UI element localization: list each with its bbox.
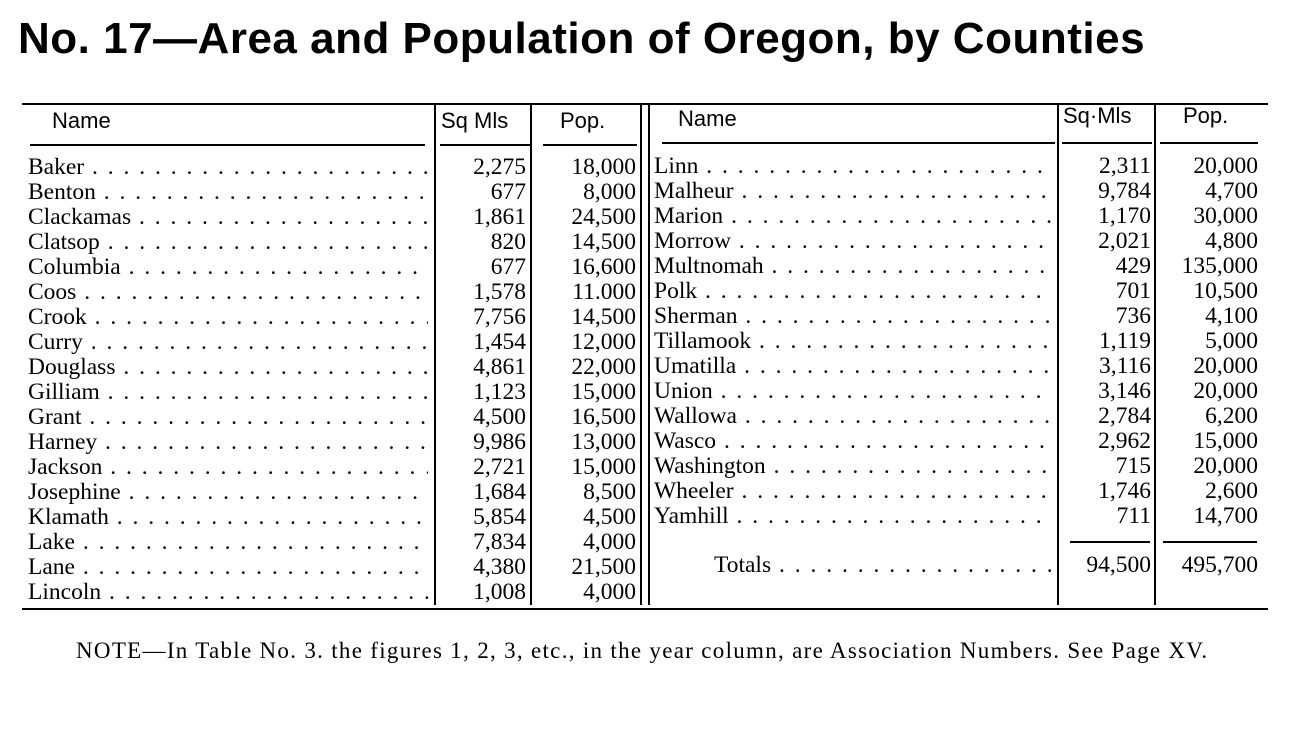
sq-mls-value: 1,454 — [473, 329, 526, 355]
table-row — [654, 154, 1260, 179]
pop-value: 20,000 — [1193, 378, 1258, 404]
table-row — [28, 180, 638, 205]
pop-value: 2,600 — [1205, 478, 1258, 504]
pop-value: 15,000 — [1193, 428, 1258, 454]
pop-value: 4,100 — [1205, 303, 1258, 329]
pop-value: 8,500 — [583, 479, 636, 505]
pop-value: 14,500 — [571, 229, 636, 255]
header-underline-sqmls-left — [440, 144, 530, 146]
sq-mls-value: 820 — [490, 229, 526, 255]
county-name: Baker . . . — [28, 155, 428, 180]
pop-value: 4,800 — [1205, 228, 1258, 254]
totals-label: Totals . . . — [714, 553, 1052, 578]
table-row — [654, 504, 1260, 529]
county-name: Washington . . . — [654, 454, 1052, 479]
table-row — [28, 305, 638, 330]
sq-mls-value: 677 — [490, 254, 526, 280]
county-name: Curry . . . — [28, 330, 428, 355]
sq-mls-value: 9,784 — [1098, 178, 1151, 204]
header-sq-mls: Sq·Mls — [1063, 103, 1132, 128]
pop-value: 20,000 — [1193, 153, 1258, 179]
county-name: Morrow . . . — [654, 229, 1052, 254]
county-name: Benton . . . — [28, 180, 428, 205]
county-name: Clackamas . . . — [28, 205, 428, 230]
table-row — [28, 155, 638, 180]
header-pop: Pop. — [560, 108, 606, 133]
pop-value: 4,500 — [583, 504, 636, 530]
county-name: Yamhill . . . — [654, 504, 1052, 529]
county-name: Lincoln . . . — [28, 580, 428, 605]
county-name: Douglass . . . — [28, 355, 428, 380]
sq-mls-value: 3,116 — [1098, 353, 1151, 379]
sq-mls-value: 2,311 — [1098, 153, 1151, 179]
sq-mls-value: 9,986 — [473, 429, 526, 455]
county-name: Tillamook . . . — [654, 329, 1052, 354]
county-name: Union . . . — [654, 379, 1052, 404]
pop-value: 135,000 — [1181, 253, 1258, 279]
header-name: Name — [678, 106, 737, 131]
county-name: Malheur . . . — [654, 179, 1052, 204]
sq-mls-value: 736 — [1115, 303, 1151, 329]
table-bottom-rule — [22, 608, 1268, 610]
county-name: Linn . . . — [654, 154, 1052, 179]
table-row — [654, 354, 1260, 379]
sq-mls-value: 7,756 — [473, 304, 526, 330]
totals-sq-mls: 94,500 — [1086, 552, 1151, 578]
table-row — [654, 279, 1260, 304]
county-name: Wallowa . . . — [654, 404, 1052, 429]
table-row — [28, 580, 638, 605]
county-name: Clatsop . . . — [28, 230, 428, 255]
sq-mls-value: 677 — [490, 179, 526, 205]
county-name: Polk . . . — [654, 279, 1052, 304]
totals-pop: 495,700 — [1181, 552, 1258, 578]
table-row — [654, 404, 1260, 429]
county-name: Wasco . . . — [654, 429, 1052, 454]
county-name: Sherman . . . — [654, 304, 1052, 329]
header-underline-pop-right — [1160, 142, 1258, 144]
table-row — [28, 530, 638, 555]
table-row — [654, 429, 1260, 454]
pop-value: 30,000 — [1193, 203, 1258, 229]
table-row — [28, 430, 638, 455]
sq-mls-value: 5,854 — [473, 504, 526, 530]
pop-value: 22,000 — [571, 354, 636, 380]
pop-value: 14,500 — [571, 304, 636, 330]
totals-row — [654, 553, 1260, 578]
sq-mls-value: 1,119 — [1098, 328, 1151, 354]
sq-mls-value: 7,834 — [473, 529, 526, 555]
column-divider — [648, 105, 650, 605]
table-row — [28, 355, 638, 380]
header-name: Name — [52, 108, 111, 133]
pop-value: 24,500 — [571, 204, 636, 230]
header-underline-left — [30, 144, 425, 146]
left-county-list — [28, 155, 638, 605]
county-name: Umatilla . . . — [654, 354, 1052, 379]
pop-value: 4,000 — [583, 529, 636, 555]
pop-value: 8,000 — [583, 179, 636, 205]
table-row — [28, 205, 638, 230]
totals-rule-sqmls — [1070, 541, 1150, 543]
county-name: Harney . . . — [28, 430, 428, 455]
county-name: Marion . . . — [654, 204, 1052, 229]
table-row — [28, 255, 638, 280]
table-row — [28, 455, 638, 480]
pop-value: 15,000 — [571, 454, 636, 480]
county-name: Crook . . . — [28, 305, 428, 330]
table-row — [654, 204, 1260, 229]
table-row — [654, 379, 1260, 404]
county-name: Lane . . . — [28, 555, 428, 580]
sq-mls-value: 1,861 — [473, 204, 526, 230]
header-underline-sqmls-right — [1062, 142, 1152, 144]
sq-mls-value: 1,123 — [473, 379, 526, 405]
pop-value: 15,000 — [571, 379, 636, 405]
footnote: NOTE—In Table No. 3. the figures 1, 2, 3, etc., in the year column, are Association Numbers. See Page XV. — [76, 638, 1209, 663]
sq-mls-value: 429 — [1115, 253, 1151, 279]
sq-mls-value: 1,008 — [473, 579, 526, 605]
header-sq-mls: Sq Mls — [441, 108, 509, 133]
table-row — [28, 405, 638, 430]
county-name: Multnomah . . . — [654, 254, 1052, 279]
pop-value: 18,000 — [571, 154, 636, 180]
sq-mls-value: 1,170 — [1098, 203, 1151, 229]
county-name: Josephine . . . — [28, 480, 428, 505]
sq-mls-value: 1,684 — [473, 479, 526, 505]
pop-value: 14,700 — [1193, 503, 1258, 529]
sq-mls-value: 2,962 — [1098, 428, 1151, 454]
table-row — [654, 229, 1260, 254]
table-row — [28, 480, 638, 505]
pop-value: 5,000 — [1205, 328, 1258, 354]
county-name: Wheeler . . . — [654, 479, 1052, 504]
county-name: Grant . . . — [28, 405, 428, 430]
sq-mls-value: 2,275 — [473, 154, 526, 180]
pop-value: 11.000 — [572, 279, 636, 305]
pop-value: 16,500 — [571, 404, 636, 430]
table-row — [28, 230, 638, 255]
pop-value: 12,000 — [571, 329, 636, 355]
pop-value: 4,000 — [583, 579, 636, 605]
county-name: Gilliam . . . — [28, 380, 428, 405]
table-row — [28, 330, 638, 355]
column-divider — [640, 105, 642, 605]
pop-value: 20,000 — [1193, 353, 1258, 379]
pop-value: 13,000 — [571, 429, 636, 455]
sq-mls-value: 4,861 — [473, 354, 526, 380]
table-row — [28, 555, 638, 580]
county-name: Klamath . . . — [28, 505, 428, 530]
county-name: Coos . . . — [28, 280, 428, 305]
table-row — [28, 380, 638, 405]
table-row — [654, 454, 1260, 479]
sq-mls-value: 711 — [1116, 503, 1151, 529]
sq-mls-value: 2,721 — [473, 454, 526, 480]
sq-mls-value: 4,500 — [473, 404, 526, 430]
table-row — [654, 254, 1260, 279]
header-pop: Pop. — [1183, 103, 1229, 128]
sq-mls-value: 3,146 — [1098, 378, 1151, 404]
county-name: Jackson . . . — [28, 455, 428, 480]
pop-value: 10,500 — [1193, 278, 1258, 304]
sq-mls-value: 4,380 — [473, 554, 526, 580]
table-row — [654, 304, 1260, 329]
county-name: Lake . . . — [28, 530, 428, 555]
header-underline-pop-left — [543, 144, 637, 146]
table-row — [654, 329, 1260, 354]
table-row — [28, 505, 638, 530]
pop-value: 20,000 — [1193, 453, 1258, 479]
sq-mls-value: 2,784 — [1098, 403, 1151, 429]
sq-mls-value: 1,578 — [473, 279, 526, 305]
county-name: Columbia . . . — [28, 255, 428, 280]
sq-mls-value: 701 — [1115, 278, 1151, 304]
sq-mls-value: 715 — [1115, 453, 1151, 479]
right-county-list — [654, 154, 1260, 529]
pop-value: 16,600 — [571, 254, 636, 280]
sq-mls-value: 1,746 — [1098, 478, 1151, 504]
pop-value: 21,500 — [571, 554, 636, 580]
table-row — [28, 280, 638, 305]
pop-value: 6,200 — [1205, 403, 1258, 429]
page-title: No. 17—Area and Population of Oregon, by Counties — [18, 14, 1146, 63]
header-underline-right — [662, 142, 1055, 144]
table-row — [654, 479, 1260, 504]
sq-mls-value: 2,021 — [1098, 228, 1151, 254]
totals-rule-pop — [1163, 541, 1257, 543]
table-row — [654, 179, 1260, 204]
pop-value: 4,700 — [1205, 178, 1258, 204]
